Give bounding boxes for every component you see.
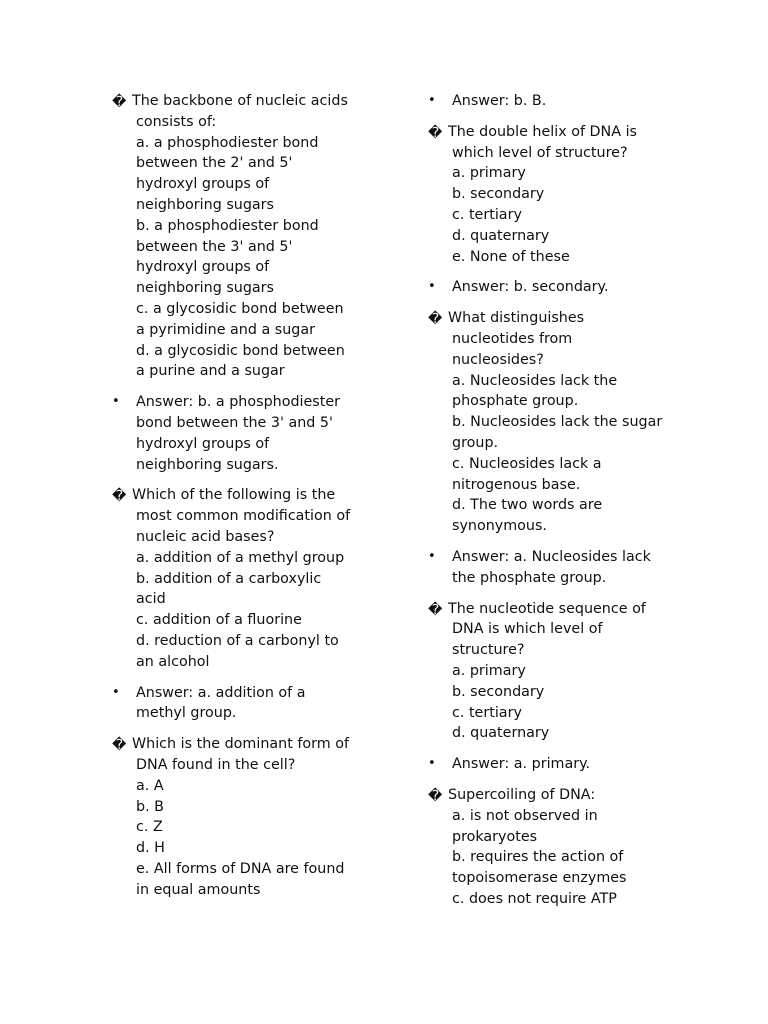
answer-block — [428, 754, 680, 775]
question-text-line: nucleic acid bases? — [136, 528, 275, 545]
question-text-line: phosphate group. — [452, 393, 579, 410]
question-text-line: c. a glycosidic bond between — [136, 300, 344, 317]
question-text-line: between the 2' and 5' — [136, 155, 293, 172]
bullet-icon: • — [428, 756, 436, 772]
question-text-line: e. All forms of DNA are found — [136, 860, 345, 877]
question-text-line: b. Nucleosides lack the sugar — [452, 414, 663, 431]
answer-text-line: Answer: a. addition of a — [136, 684, 306, 701]
answer-text-line: Answer: b. B. — [452, 93, 547, 109]
question-text-line: most common modification of — [136, 508, 351, 525]
question-marker-icon: � — [112, 488, 127, 505]
question-text-line: group. — [452, 434, 499, 451]
question-text-line: Which of the following is the — [132, 487, 336, 504]
question-text-line: a. a phosphodiester bond — [136, 134, 319, 151]
question-text-line: b. addition of a carboxylic — [136, 570, 322, 587]
question-text-line: nucleotides from — [452, 330, 573, 347]
question-text-line: b. a phosphodiester bond — [136, 217, 319, 234]
answer-block — [428, 277, 680, 298]
question-text-line: a. Nucleosides lack the — [452, 372, 618, 389]
question-text-line: d. H — [136, 840, 165, 857]
question-text-line: Supercoiling of DNA: — [448, 786, 596, 803]
question-block — [428, 599, 680, 745]
question-text-line: c. Nucleosides lack a — [452, 455, 602, 472]
question-marker-icon: � — [428, 787, 443, 804]
question-text-line: hydroxyl groups of — [136, 176, 270, 193]
question-text-line: e. None of these — [452, 248, 570, 265]
right-column — [428, 91, 680, 920]
answer-text-line: methyl group. — [136, 705, 237, 722]
question-text-line: b. B — [136, 798, 164, 815]
question-text-line: a. primary — [452, 662, 526, 679]
question-text-line: d. The two words are — [452, 497, 603, 514]
question-text-line: hydroxyl groups of — [136, 259, 270, 276]
question-text-line: b. requires the action of — [452, 849, 624, 866]
question-text-line: topoisomerase enzymes — [452, 870, 627, 887]
question-text-line: structure? — [452, 642, 525, 659]
question-text-line: a. primary — [452, 165, 526, 182]
answer-text-line: Answer: a. Nucleosides lack — [452, 548, 651, 565]
question-text-line: c. addition of a fluorine — [136, 612, 302, 629]
bullet-icon: • — [428, 279, 436, 295]
question-marker-icon: � — [428, 601, 443, 618]
question-text-line: nitrogenous base. — [452, 476, 581, 493]
bullet-icon: • — [428, 548, 436, 564]
bullet-icon: • — [112, 394, 120, 410]
question-text-line: consists of: — [136, 113, 217, 130]
question-text-line: neighboring sugars — [136, 196, 274, 213]
question-block — [112, 485, 364, 672]
question-text-line: The nucleotide sequence of — [448, 600, 646, 617]
question-text-line: DNA found in the cell? — [136, 756, 296, 773]
question-text-line: DNA is which level of — [452, 621, 603, 638]
question-text-line: a purine and a sugar — [136, 363, 285, 380]
question-text-line: acid — [136, 591, 166, 608]
question-text-line: in equal amounts — [136, 881, 261, 898]
question-block — [112, 734, 364, 900]
question-text-line: a. is not observed in — [452, 807, 598, 824]
question-text-line: a pyrimidine and a sugar — [136, 321, 316, 338]
question-text-line: c. tertiary — [452, 704, 522, 721]
question-text-line: b. secondary — [452, 683, 545, 700]
answer-text-line: bond between the 3' and 5' — [136, 414, 333, 431]
question-text-line: neighboring sugars — [136, 280, 274, 297]
left-column — [112, 91, 364, 910]
question-text-line: a. addition of a methyl group — [136, 549, 345, 566]
answer-block — [112, 392, 364, 475]
answer-block — [112, 683, 364, 725]
answer-text-line: Answer: a. primary. — [452, 756, 591, 773]
question-marker-icon: � — [428, 124, 443, 141]
question-text-line: c. Z — [136, 819, 163, 836]
question-text-line: What distinguishes — [448, 310, 585, 327]
question-text-line: an alcohol — [136, 653, 210, 670]
question-text-line: between the 3' and 5' — [136, 238, 293, 255]
question-marker-icon: � — [428, 311, 443, 328]
question-text-line: synonymous. — [452, 518, 547, 535]
answer-block — [428, 547, 680, 589]
question-text-line: prokaryotes — [452, 828, 538, 845]
question-block — [112, 91, 364, 382]
answer-text-line: the phosphate group. — [452, 569, 607, 586]
question-text-line: d. a glycosidic bond between — [136, 342, 345, 359]
question-text-line: a. A — [136, 777, 164, 794]
question-text-line: d. quaternary — [452, 227, 550, 244]
question-text-line: d. reduction of a carbonyl to — [136, 632, 339, 649]
question-marker-icon: � — [112, 737, 127, 754]
question-marker-icon: � — [112, 94, 127, 110]
question-text-line: which level of structure? — [452, 144, 628, 161]
question-text-line: c. tertiary — [452, 206, 522, 223]
question-text-line: nucleosides? — [452, 351, 544, 368]
question-text-line: The backbone of nucleic acids — [132, 93, 348, 109]
question-text-line: Which is the dominant form of — [132, 736, 350, 753]
bullet-icon: • — [112, 684, 120, 700]
answer-text-line: hydroxyl groups of — [136, 435, 270, 452]
question-block — [428, 122, 680, 268]
answer-block — [428, 91, 680, 112]
question-block — [428, 785, 680, 910]
answer-text-line: Answer: b. secondary. — [452, 279, 609, 296]
answer-text-line: neighboring sugars. — [136, 456, 279, 473]
question-text-line: b. secondary — [452, 186, 545, 203]
bullet-icon: • — [428, 93, 436, 108]
question-text-line: c. does not require ATP — [452, 890, 617, 907]
question-text-line: The double helix of DNA is — [448, 123, 637, 140]
answer-text-line: Answer: b. a phosphodiester — [136, 394, 341, 411]
question-block — [428, 308, 680, 537]
question-text-line: d. quaternary — [452, 725, 550, 742]
